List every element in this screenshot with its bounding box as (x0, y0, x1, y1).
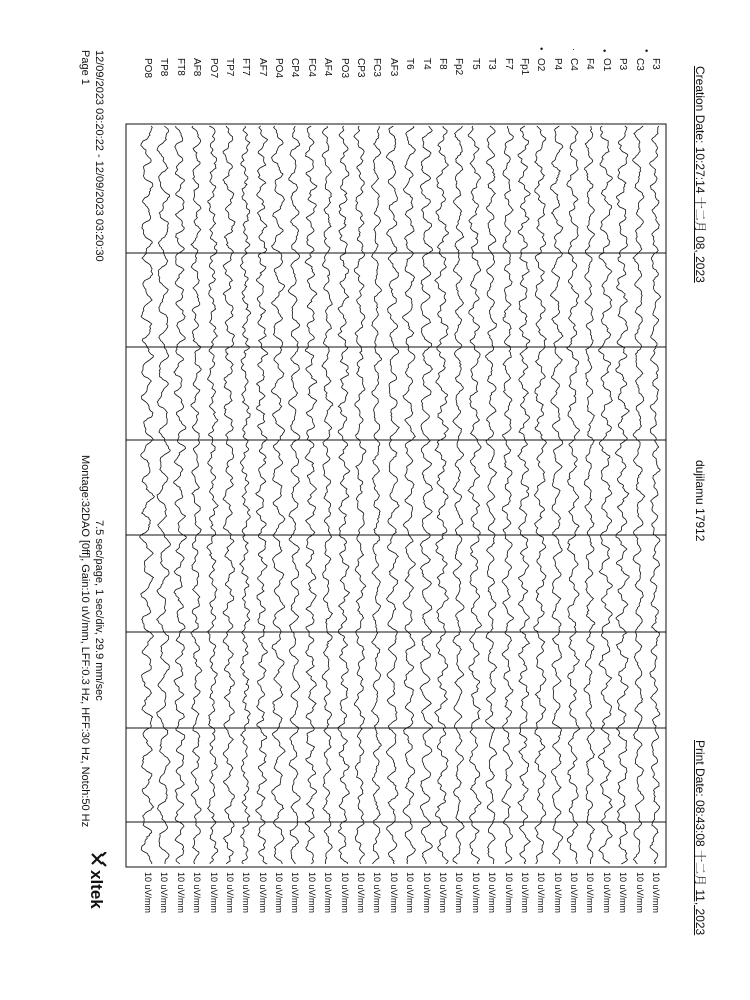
gain-label: 10 uV/mm (306, 872, 317, 914)
eeg-trace-af4 (322, 126, 333, 864)
gain-label: 10 uV/mm (536, 872, 547, 914)
gain-label: 10 uV/mm (470, 872, 481, 914)
gain-label: 10 uV/mm (159, 872, 170, 914)
gain-label: 10 uV/mm (618, 872, 629, 914)
gain-label: 10 uV/mm (585, 872, 596, 914)
gain-label: 10 uV/mm (405, 872, 416, 914)
gain-label: 10 uV/mm (175, 872, 186, 914)
eeg-trace-f4 (584, 126, 595, 864)
channel-label-tp7: TP7 (223, 58, 235, 77)
montage-info: Montage:32DAO [0ff], Gain:10 uV/mm, LFF:0.3 Hz, HFF:30 Hz, Notch:50 Hz (79, 455, 91, 828)
eeg-trace-af8 (191, 126, 202, 864)
gain-label: 10 uV/mm (487, 872, 498, 914)
channel-label-t6: T6 (404, 58, 416, 70)
gain-label: 10 uV/mm (634, 872, 645, 914)
channel-label-o1: O1 (600, 58, 612, 72)
gain-label: 10 uV/mm (421, 872, 432, 914)
xltek-logo (80, 852, 110, 932)
channel-label-p4: P4 (551, 58, 563, 71)
gain-label: 10 uV/mm (323, 872, 334, 914)
creation-date: Creation Date: 10:27:14 十二月 08, 2023 (693, 66, 707, 283)
gain-label: 10 uV/mm (569, 872, 580, 914)
page-number: Page 1 (79, 50, 91, 85)
eeg-trace-po8 (140, 126, 155, 864)
channel-label-tp8: TP8 (158, 58, 170, 77)
eeg-trace-ft8 (174, 126, 187, 864)
eeg-trace-cp4 (288, 126, 300, 864)
channel-label-t5: T5 (469, 58, 481, 70)
channel-label-fc3: FC3 (371, 58, 383, 77)
gain-label: 10 uV/mm (257, 872, 268, 914)
channel-label-af7: AF7 (256, 58, 268, 77)
eeg-trace-o1 (598, 126, 612, 864)
eeg-trace-fc4 (305, 126, 317, 864)
eeg-trace-po7 (207, 126, 218, 864)
gain-label: 10 uV/mm (224, 872, 235, 914)
eeg-trace-f8 (435, 126, 449, 864)
channel-label-ft7: FT7 (240, 58, 252, 76)
pen-mark: • (645, 46, 649, 56)
gain-label: 10 uV/mm (192, 872, 203, 914)
eeg-trace-po3 (338, 126, 350, 864)
eeg-trace-t4 (420, 126, 433, 864)
channel-label-c4: C4 (568, 58, 580, 71)
eeg-trace-fc3 (371, 126, 381, 864)
channel-label-ft8: FT8 (174, 58, 186, 76)
channel-label-po7: PO7 (207, 58, 219, 79)
channel-label-t4: T4 (420, 58, 432, 70)
eeg-trace-c4 (567, 126, 580, 864)
time-range: 12/09/2023 03:20:22 - 12/09/2023 03:20:30 (93, 50, 105, 262)
eeg-trace-p4 (550, 126, 563, 864)
eeg-trace-o2 (534, 126, 547, 864)
eeg-trace-fp2 (453, 126, 464, 864)
channel-label-fp2: Fp2 (453, 58, 465, 76)
channel-label-f8: F8 (436, 58, 448, 70)
eeg-trace-t3 (486, 126, 497, 864)
eeg-trace-af7 (256, 126, 268, 864)
pen-mark: • (603, 46, 607, 56)
channel-label-cp3: CP3 (355, 58, 367, 78)
channel-label-po3: PO3 (338, 58, 350, 79)
eeg-trace-af3 (386, 126, 399, 864)
eeg-trace-p3 (615, 126, 629, 864)
gain-label: 10 uV/mm (241, 872, 252, 914)
eeg-waveforms (140, 126, 661, 864)
eeg-trace-tp8 (157, 126, 171, 864)
eeg-trace-cp3 (354, 126, 366, 864)
channel-label-o2: O2 (535, 58, 547, 72)
gain-label: 10 uV/mm (454, 872, 465, 914)
channel-label-f3: F3 (650, 58, 661, 70)
gain-label: 10 uV/mm (339, 872, 350, 914)
eeg-trace-tp7 (223, 126, 235, 864)
gain-label: 10 uV/mm (143, 872, 153, 914)
pen-mark: · (572, 44, 575, 54)
speed-info: 7.5 sec/page, 1 sec/div, 29.9 mm/sec (93, 520, 105, 701)
gain-label: 10 uV/mm (503, 872, 514, 914)
eeg-trace-f7 (502, 126, 514, 864)
gain-label: 10 uV/mm (274, 872, 285, 914)
channel-label-p3: P3 (617, 58, 629, 71)
gain-label: 10 uV/mm (552, 872, 563, 914)
channel-label-f7: F7 (502, 58, 514, 70)
print-date: Print Date: 08:43:08 十二月 11, 2023 (693, 740, 707, 936)
channel-label-po8: PO8 (142, 58, 153, 79)
channel-label-fc4: FC4 (305, 58, 317, 77)
gain-label: 10 uV/mm (372, 872, 383, 914)
eeg-trace-f3 (650, 126, 661, 864)
gain-label: 10 uV/mm (601, 872, 612, 914)
gain-label: 10 uV/mm (356, 872, 367, 914)
gain-label: 10 uV/mm (208, 872, 219, 914)
channel-label-cp4: CP4 (289, 58, 301, 78)
gain-label: 10 uV/mm (290, 872, 301, 914)
eeg-trace-po4 (271, 126, 285, 864)
channel-label-fp1: Fp1 (518, 58, 530, 76)
logo-text: xltek (87, 870, 106, 909)
channel-label-af4: AF4 (322, 58, 334, 77)
channel-label-af3: AF3 (387, 58, 399, 77)
channel-label-po4: PO4 (273, 58, 285, 79)
eeg-trace-c3 (633, 126, 645, 864)
gain-label: 10 uV/mm (388, 872, 399, 914)
eeg-trace-t5 (468, 126, 481, 864)
eeg-trace-fp1 (518, 126, 530, 864)
trace-frame (126, 124, 666, 867)
channel-label-af8: AF8 (191, 58, 203, 77)
gain-label: 10 uV/mm (437, 872, 448, 914)
pen-mark: • (540, 44, 544, 54)
gain-label: 10 uV/mm (519, 872, 530, 914)
patient-id: dujilamu 17912 (693, 460, 707, 542)
channel-label-c3: C3 (633, 58, 645, 71)
eeg-trace-t6 (403, 126, 416, 864)
channel-label-t3: T3 (486, 58, 498, 70)
eeg-trace-ft7 (240, 126, 251, 864)
gain-label: 10 uV/mm (651, 872, 661, 914)
channel-label-f4: F4 (584, 58, 596, 70)
